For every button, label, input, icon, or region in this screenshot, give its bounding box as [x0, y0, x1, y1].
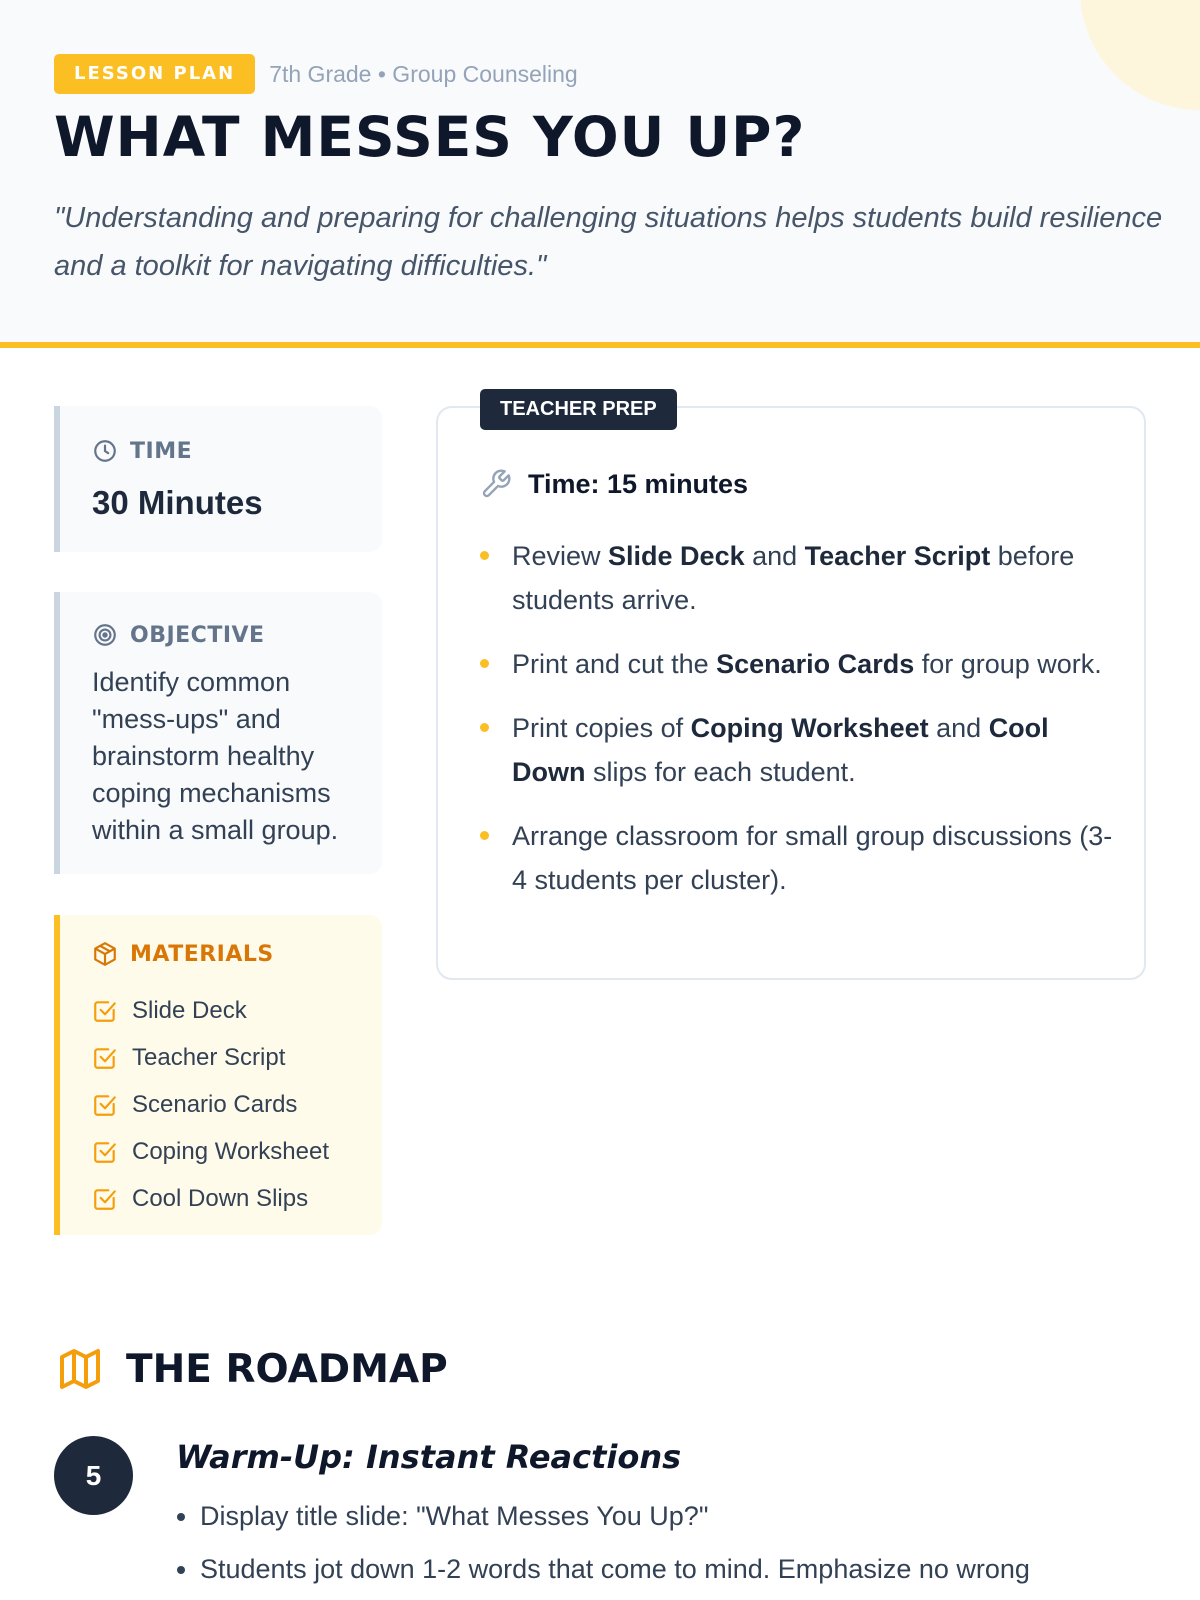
wrench-icon: [480, 468, 512, 500]
prep-item-emphasis: Cool Down: [512, 713, 1049, 787]
prep-item-emphasis: Teacher Script: [804, 541, 991, 571]
grade-subtitle: 7th Grade • Group Counseling: [269, 60, 578, 87]
materials-card: [54, 915, 382, 1235]
teacher-prep-panel: [436, 398, 1146, 980]
target-icon: [92, 622, 118, 648]
roadmap-header: [56, 1345, 448, 1393]
lesson-header: [0, 0, 1200, 348]
prep-time: Time: 15 minutes: [528, 468, 749, 499]
time-value: 30 Minutes: [92, 484, 263, 521]
time-card-title: TIME: [130, 438, 193, 464]
page-title: WHAT MESSES YOU UP?: [54, 105, 806, 169]
objective-card-header: [92, 622, 265, 648]
checkbox-checked-icon: [92, 1045, 118, 1071]
time-card: [54, 406, 382, 552]
prep-list: [480, 534, 1120, 922]
checkbox-checked-icon: [92, 1092, 118, 1118]
objective-text: Identify common "mess-ups" and brainstorm healthy coping mechanisms within a small group.: [92, 667, 339, 845]
roadmap-title: THE ROADMAP: [126, 1346, 448, 1392]
material-item: [92, 987, 329, 1034]
lesson-plan-tag: LESSON PLAN: [54, 54, 255, 94]
material-item: [92, 1034, 329, 1081]
materials-card-header: [92, 941, 274, 967]
prep-item: Review Slide Deck and Teacher Script before students arrive.: [480, 534, 1120, 622]
material-label: Cool Down Slips: [132, 1184, 309, 1212]
decorative-circle: [1080, 0, 1200, 110]
step-bullet: • Students jot down 1-2 words that come to mind. Emphasize no wrong: [200, 1543, 1100, 1596]
objective-card-title: OBJECTIVE: [130, 622, 265, 648]
material-label: Scenario Cards: [132, 1090, 298, 1118]
checkbox-checked-icon: [92, 1139, 118, 1165]
prep-item: Print and cut the Scenario Cards for group work.: [480, 642, 1120, 686]
meta-row: [54, 54, 578, 94]
prep-item-emphasis: Coping Worksheet: [690, 713, 929, 743]
materials-list: [92, 987, 329, 1222]
material-label: Slide Deck: [132, 996, 247, 1024]
objective-card: [54, 592, 382, 874]
checkbox-checked-icon: [92, 998, 118, 1024]
clock-icon: [92, 438, 118, 464]
header-quote: "Understanding and preparing for challenging situations helps students build resilience and a toolkit for navigating difficulties.": [54, 202, 1163, 282]
time-card-header: [92, 438, 192, 464]
materials-card-title: MATERIALS: [130, 941, 274, 967]
step-minutes-badge: 5: [54, 1436, 133, 1515]
material-label: Teacher Script: [132, 1043, 286, 1071]
step-bullets: [200, 1490, 1100, 1596]
map-icon: [56, 1345, 104, 1393]
package-icon: [92, 941, 118, 967]
prep-item-emphasis: Slide Deck: [608, 541, 745, 571]
checkbox-checked-icon: [92, 1186, 118, 1212]
prep-item: Arrange classroom for small group discussions (3-4 students per cluster).: [480, 814, 1120, 902]
material-item: [92, 1128, 329, 1175]
step-bullet: • Display title slide: "What Messes You Up?": [200, 1490, 1100, 1543]
material-item: [92, 1175, 329, 1222]
prep-item: Print copies of Coping Worksheet and Cool Down slips for each student.: [480, 706, 1120, 794]
material-label: Coping Worksheet: [132, 1137, 329, 1165]
prep-time-row: [480, 468, 748, 500]
prep-item-emphasis: Scenario Cards: [716, 649, 915, 679]
step-title: Warm-Up: Instant Reactions: [176, 1438, 682, 1476]
material-item: [92, 1081, 329, 1128]
teacher-prep-tag: TEACHER PREP: [480, 389, 677, 430]
